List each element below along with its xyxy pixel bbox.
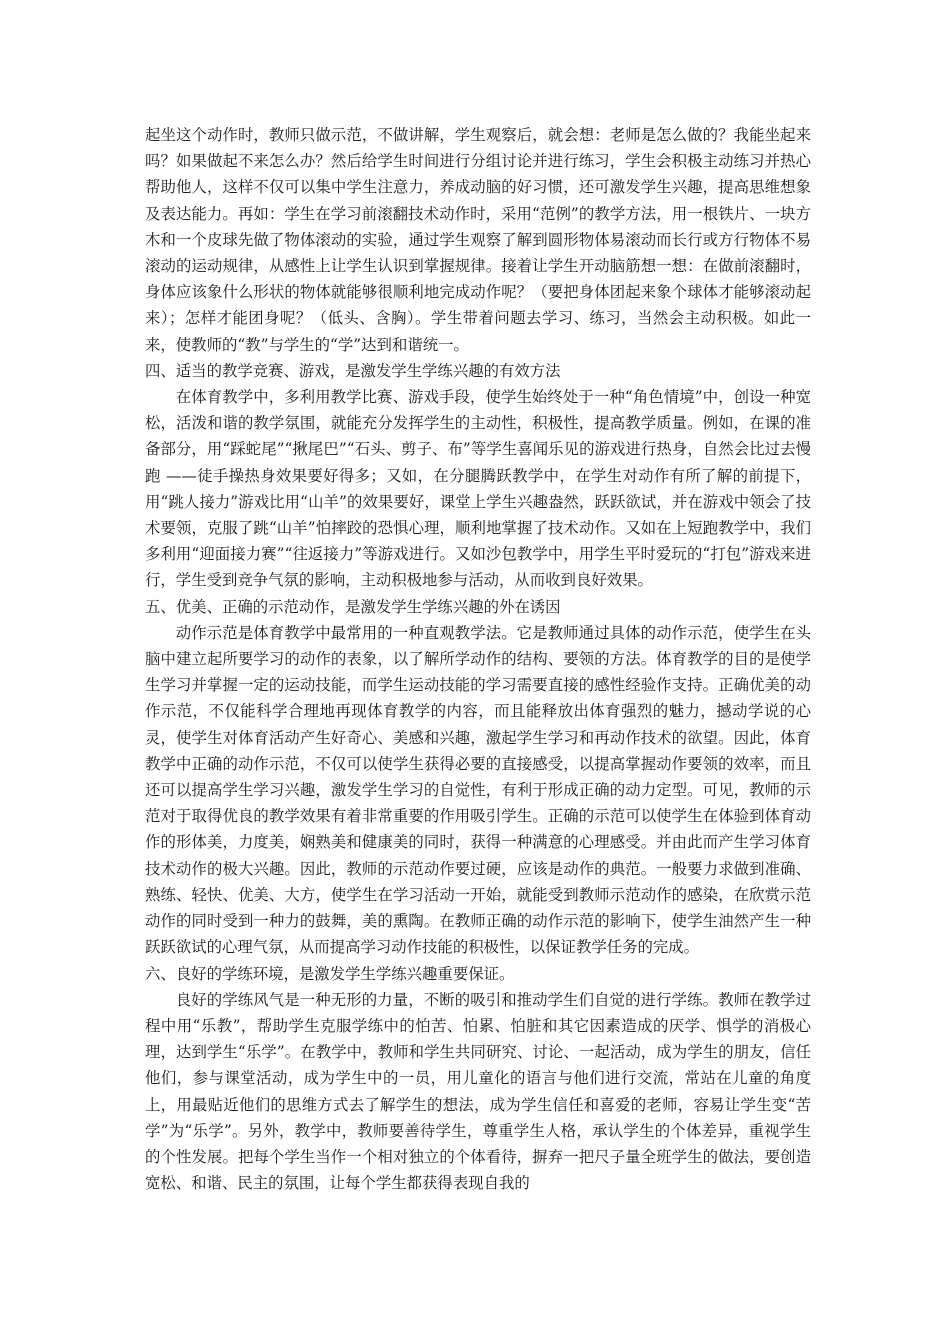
- paragraph-continued: 起坐这个动作时，教师只做示范，不做讲解，学生观察后，就会想：老师是怎么做的？我能坐起来吗？如果做起不来怎么办？然后给学生时间进行分组讨论并进行练习，学生会积极主动练习并热心帮助他人，这样不仅可以集中学生注意力，养成动脑的好习惯，还可激发学生兴趣，提高思维想象及表达能力。再如：学生在学习前滚翻技术动作时，采用“范例”的教学方法，用一根铁片、一块方木和一个皮球先做了物体滚动的实验，通过学生观察了解到圆形物体易滚动而长行或方行物体不易滚动的运动规律，从感性上让学生认识到掌握规律。接着让学生开动脑筋想一想：在做前滚翻时，身体应该象什么形状的物体就能够很顺利地完成动作呢？（要把身体团起来象个球体才能够滚动起来）；怎样才能团身呢？（低头、含胸）。学生带着问题去学习、练习，当然会主动积极。如此一来，使教师的“教”与学生的“学”达到和谐统一。: [145, 126, 811, 354]
- document-page: [145, 122, 811, 1196]
- paragraph-section-5: 动作示范是体育教学中最常用的一种直观教学法。它是教师通过具体的动作示范，使学生在头脑中建立起所要学习的动作的表象，以了解所学动作的结构、要领的方法。体育教学的目的是使学生学习并掌握一定的运动技能，而学生运动技能的学习需要直接的感性经验作支持。正确优美的动作示范，不仅能科学合理地再现体育教学的内容，而且能释放出体育强烈的魅力，撼动学说的心灵，使学生对体育活动产生好奇心、美感和兴趣，激起学生学习和再动作技术的欲望。因此，体育教学中正确的动作示范，不仅可以使学生获得必要的直接感受，以提高掌握动作要领的效率，而且还可以提高学生学习兴趣，激发学生学习的自觉性，有利于形成正确的动力定型。可见，教师的示范对于取得优良的教学效果有着非常重要的作用吸引学生。正确的示范可以使学生在体验到体育动作的形体美，力度美，娴熟美和健康美的同时，获得一种满意的心理感受。并由此而产生学习体育技术动作的极大兴趣。因此，教师的示范动作要过硬，应该是动作的典范。一般要力求做到准确、熟练、轻快、优美、大方，使学生在学习活动一开始，就能受到教师示范动作的感染，在欣赏示范动作的同时受到一种力的鼓舞，美的熏陶。在教师正确的动作示范的影响下，使学生油然产生一种跃跃欲试的心理气氛，从而提高学习动作技能的积极性，以保证教学任务的完成。: [145, 623, 811, 957]
- paragraph-section-6: 良好的学练风气是一种无形的力量，不断的吸引和推动学生们自觉的进行学练。教师在教学过程中用“乐教”，帮助学生克服学练中的怕苦、怕累、怕脏和其它因素造成的厌学、惧学的消极心理，达到学生“乐学”。在教学中，教师和学生共同研究、讨论、一起活动，成为学生的朋友，信任他们，参与课堂活动，成为学生中的一员，用儿童化的语言与他们进行交流，常站在儿童的角度上，用最贴近他们的思维方式去了解学生的想法，成为学生信任和喜爱的老师，容易让学生变“苦学”为“乐学”。另外，教学中，教师要善待学生，尊重学生人格，承认学生的个体差异，重视学生的个性发展。把每个学生当作一个相对独立的个体看待，摒弃一把尺子量全班学生的做法，要创造宽松、和谐、民主的氛围，让每个学生都获得表现自我的: [145, 990, 811, 1193]
- section-heading-6: 六、良好的学练环境，是激发学生学练兴趣重要保证。: [145, 964, 515, 983]
- section-heading-4: 四、适当的教学竞赛、游戏，是激发学生学练兴趣的有效方法: [145, 361, 561, 380]
- paragraph-section-4: 在体育教学中，多利用教学比赛、游戏手段，使学生始终处于一种“角色情境”中，创设一种宽松，活泼和谐的教学氛围，就能充分发挥学生的主动性，积极性，提高教学质量。例如，在课的准备部分，用“踩蛇尾”“揪尾巴”“石头、剪子、布”等学生喜闻乐见的游戏进行热身，自然会比过去慢跑 ——徒手操热身效果要好得多；又如，在分腿腾跃教学中，在学生对动作有所了解的前提下，用“跳人接力”游戏比用“山羊”的效果要好，课堂上学生兴趣盎然，跃跃欲试，并在游戏中领会了技术要领，克服了跳“山羊”怕摔跤的恐惧心理，顺利地掌握了技术动作。又如在上短跑教学中，我们多利用“迎面接力赛”“往返接力”等游戏进行。又如沙包教学中，用学生平时爱玩的“打包”游戏来进行，学生受到竞争气氛的影响，主动积极地参与活动，从而收到良好效果。: [145, 388, 811, 590]
- section-heading-5: 五、优美、正确的示范动作，是激发学生学练兴趣的外在诱因: [145, 597, 561, 616]
